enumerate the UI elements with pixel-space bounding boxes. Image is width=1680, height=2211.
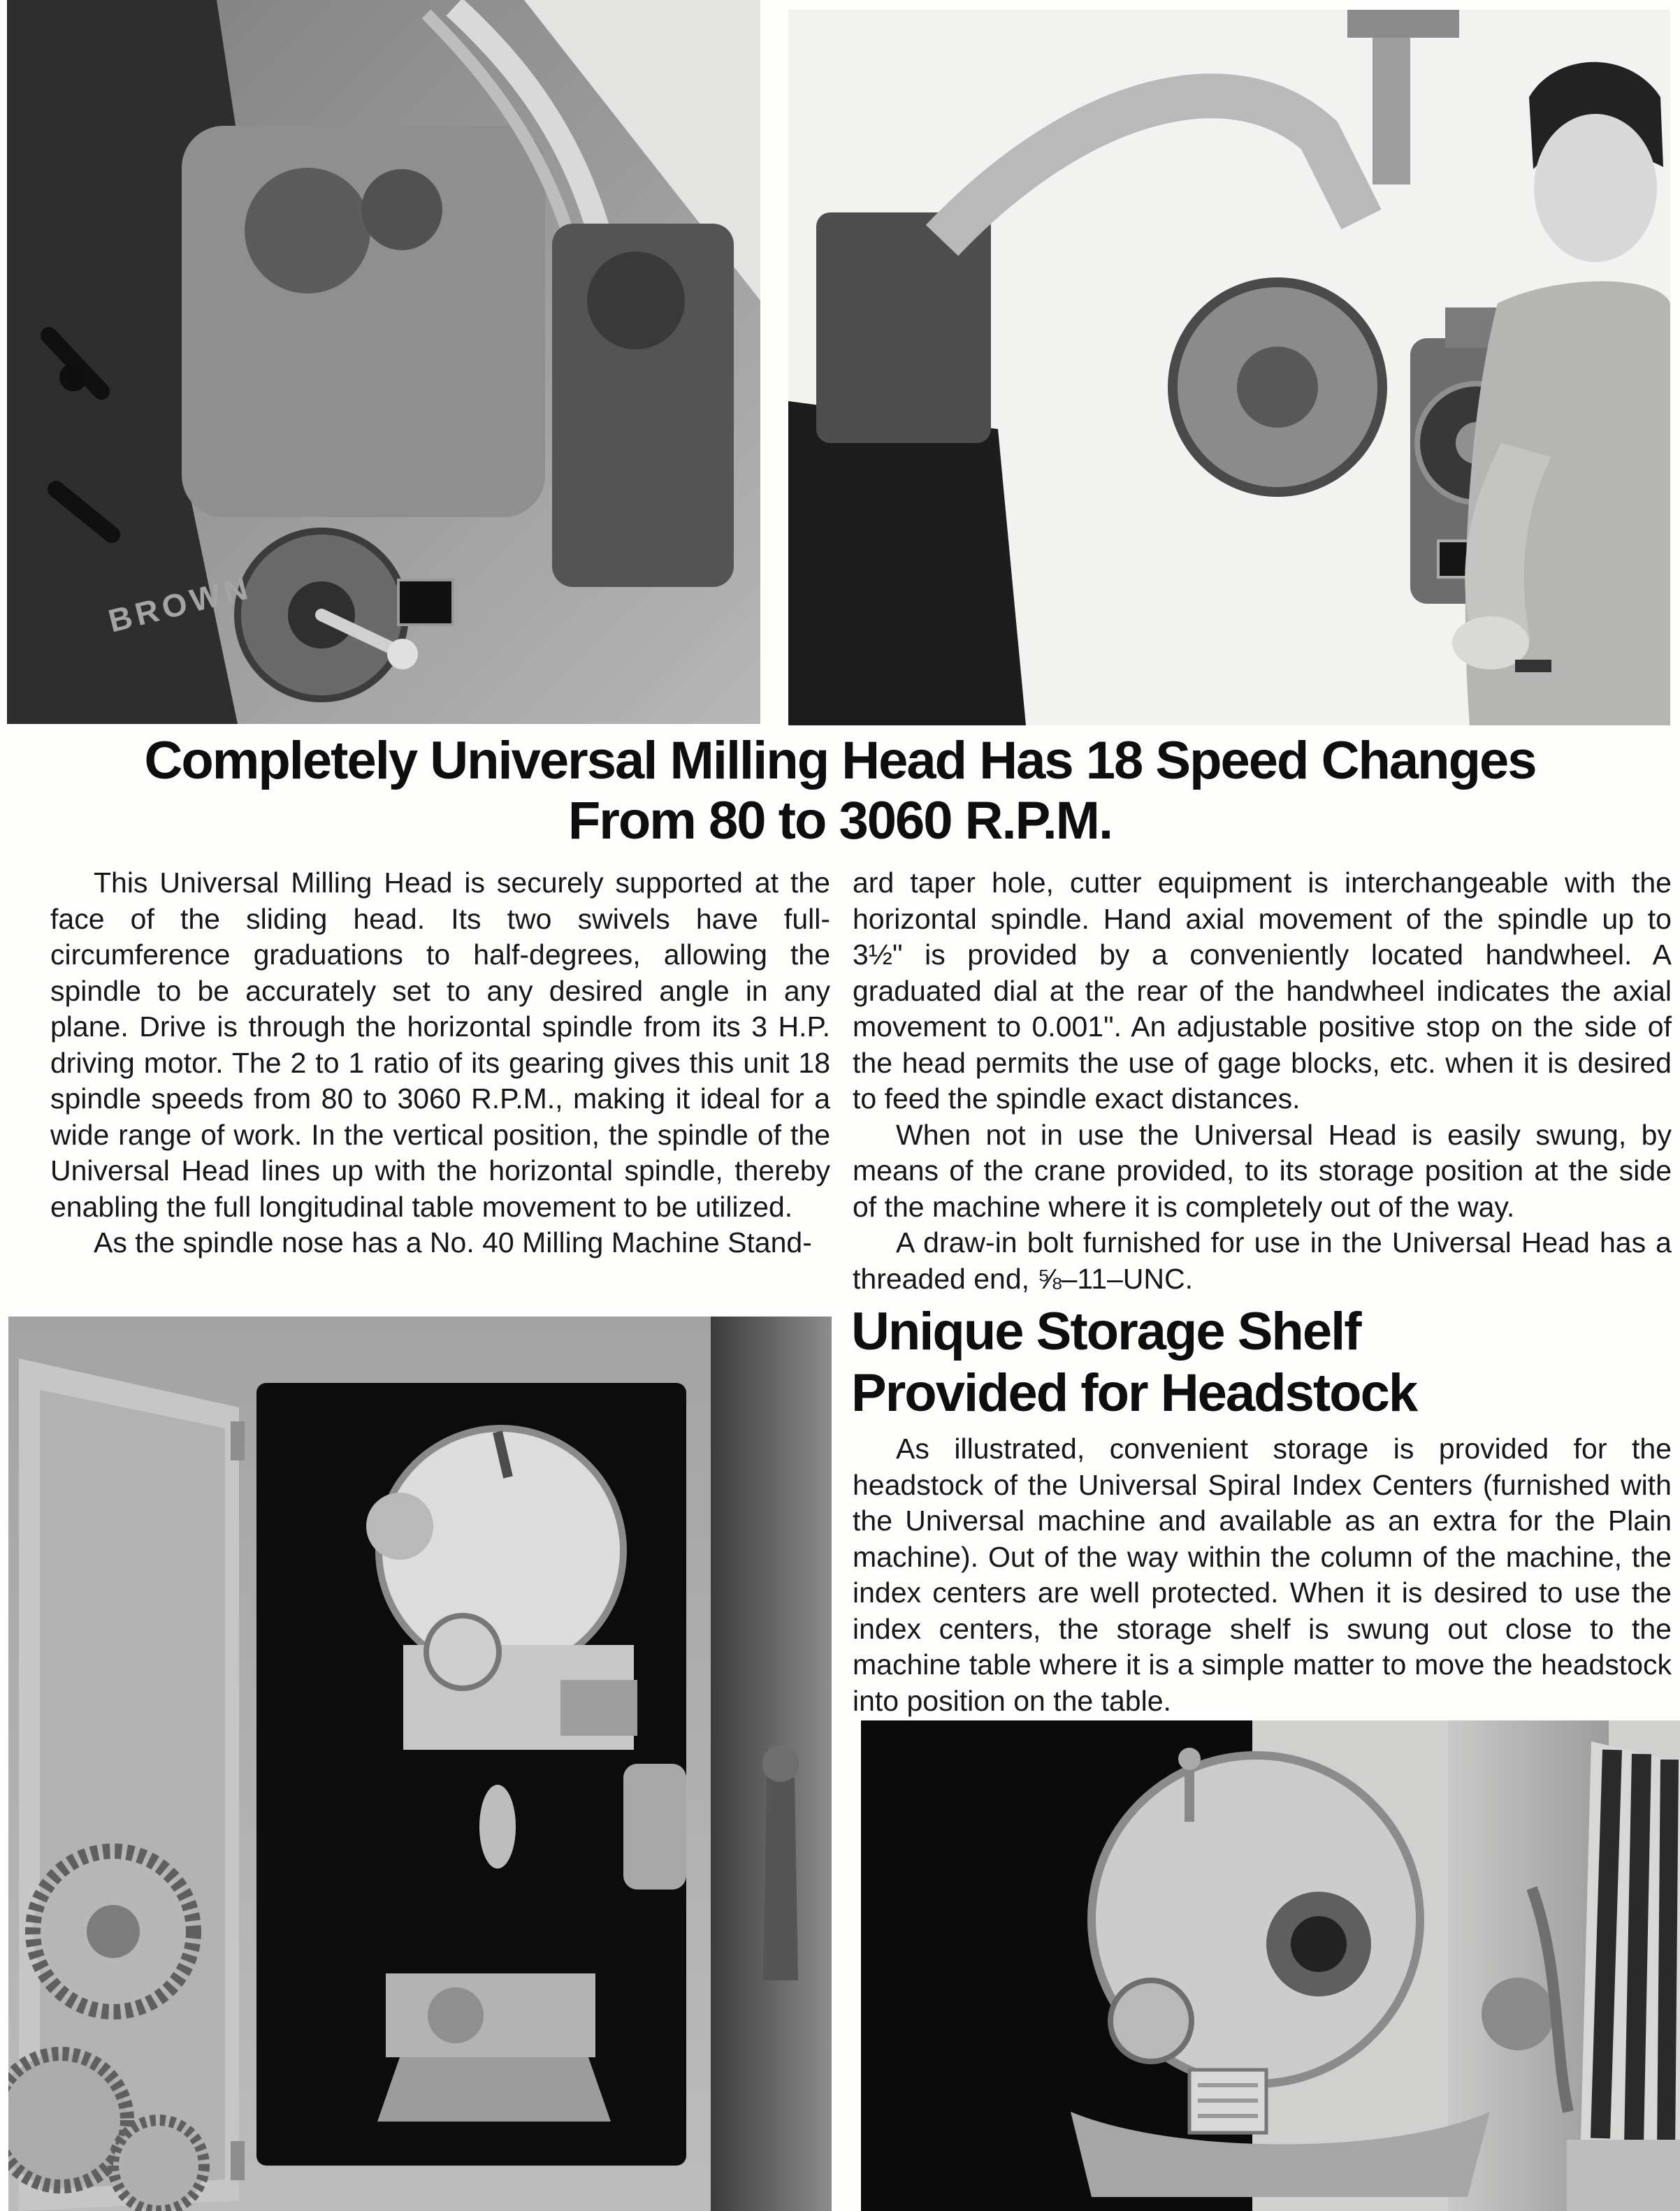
headline-secondary-line1: Unique Storage Shelf (851, 1302, 1361, 1361)
photo-headstock-on-shelf (861, 1720, 1680, 2211)
plunger-knob (1178, 1748, 1201, 1770)
casting-bore-small (361, 169, 442, 250)
center-point (479, 1785, 516, 1869)
headline-main-line1: Completely Universal Milling Head Has 18 Speed Changes (144, 731, 1536, 790)
paragraph-spindle-nose: As the spindle nose has a No. 40 Milling Machine Stand- (94, 1226, 812, 1259)
body-left-column (50, 865, 830, 1261)
photo-headstock-on-shelf-art (861, 1720, 1680, 2211)
small-dial (426, 1616, 499, 1688)
lever-knob (59, 363, 87, 391)
door-hinge-bottom (231, 2141, 245, 2180)
operator-face (1534, 114, 1657, 262)
lower-slide (386, 1973, 595, 2057)
storage-paragraph-block (853, 1431, 1672, 1719)
slide-knob (428, 1987, 484, 2043)
t-slot-2 (1634, 1754, 1642, 2145)
side-knob (366, 1493, 433, 1560)
photo-operator-with-head-art (788, 10, 1670, 725)
head-casting (182, 126, 545, 517)
crank-knob (387, 639, 418, 669)
photo-operator-with-head (788, 10, 1670, 725)
door-hinge-top (231, 1421, 245, 1460)
body-right-column (853, 865, 1672, 1297)
sliding-head-mass (788, 401, 1026, 725)
headstock-plate (560, 1680, 637, 1736)
headline-main-line2: From 80 to 3060 R.P.M. (567, 791, 1113, 850)
table-base (1567, 2140, 1680, 2211)
casting-bore-large (245, 168, 370, 293)
clamp-boss (762, 1746, 799, 1782)
headline-main (0, 731, 1680, 851)
t-slot-1 (1600, 1750, 1612, 2138)
spec-nameplate (398, 580, 453, 625)
clamp-knob (1482, 1978, 1554, 2050)
clamp-handle (763, 1778, 798, 1980)
paragraph-taper-hole: ard taper hole, cutter equipment is interchangeable with the horizontal spindle. Hand axial movement of the spindle up to 3½" is provided by a conveniently located handwheel. A graduated dial at the rear of the handwheel indicates the axial movement to 0.001". An adjustable positive stop on the side of the head permits the use of gage blocks, etc. when it is desired to feed the spindle exact distances. (853, 867, 1672, 1115)
photo-storage-compartment-art (8, 1317, 832, 2211)
brand-lettering: BROWN (104, 568, 256, 639)
headline-secondary-line2: Provided for Headstock (851, 1363, 1417, 1423)
pedestal-base (377, 2057, 611, 2122)
paragraph-universal-head: This Universal Milling Head is securely supported at the face of the sliding head. Its two swivels have full-circumference graduations to half-degrees, allowing the spindle to be accurately set to any desired angle in any plane. Drive is through the horizontal spindle from its 3 H.P. driving motor. The 2 to 1 ratio of its gearing gives this unit 18 spindle speeds from 80 to 3060 R.P.M., making it ideal for a wide range of work. In the vertical position, the spindle of the Universal Head lines up with the horizontal spindle, thereby enabling the full longitudinal table movement to be utilized. (50, 867, 830, 1223)
crane-top-bar (1347, 10, 1459, 38)
photo-universal-head-closeup-art (7, 0, 760, 724)
paragraph-storage-swing: When not in use the Universal Head is easily swung, by means of the crane provided, to its storage position at the side of the machine where it is completely out of the way. (853, 1118, 1672, 1223)
t-slot-3 (1666, 1760, 1670, 2154)
motor-endbell (587, 252, 685, 349)
wristwatch (1515, 660, 1551, 672)
photo-universal-head-closeup (7, 0, 760, 724)
paragraph-storage-shelf: As illustrated, convenient storage is provided for the headstock of the Universal Spiral Index Centers (furnished with the Universal machine and available as an extra for the Plain machine). Out of the way within the column of the machine, the index centers are well protected. When it is desired to use the index centers, the storage shelf is swung out close to the machine table where it is a simple matter to move the headstock into position on the table. (853, 1433, 1672, 1717)
photo-storage-compartment (8, 1317, 832, 2211)
gear-hub-large (87, 1905, 140, 1958)
change-gear-small (113, 2120, 204, 2211)
flange-hub (1237, 347, 1318, 428)
support-cylinder (623, 1764, 686, 1890)
crane-hanger (1373, 17, 1410, 184)
spindle-bore-center (1291, 1916, 1347, 1972)
paragraph-draw-in-bolt: A draw-in bolt furnished for use in the Universal Head has a threaded end, ⅝–11–UNC. (853, 1226, 1672, 1295)
worm-dial (1110, 1980, 1192, 2061)
headline-secondary (851, 1301, 1417, 1424)
